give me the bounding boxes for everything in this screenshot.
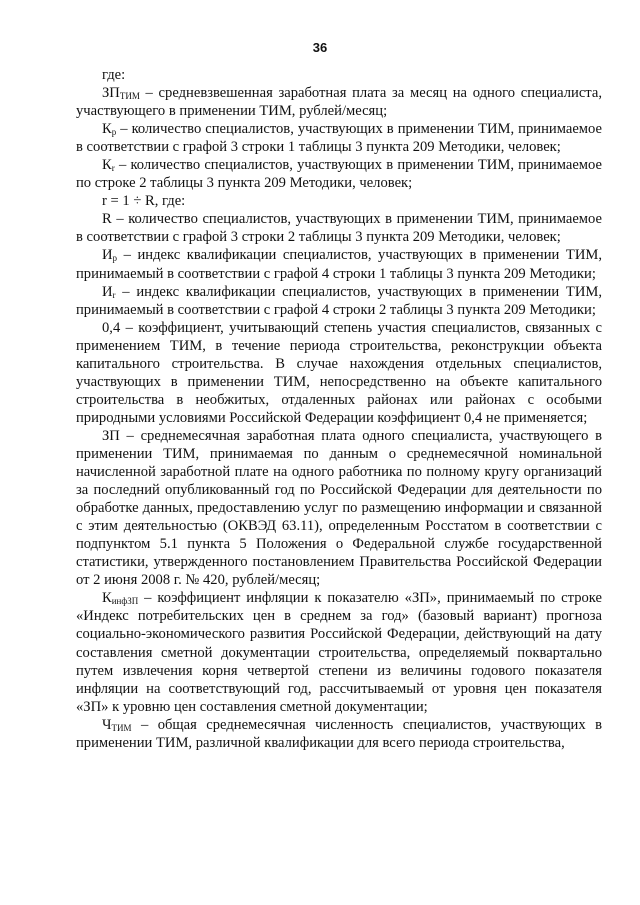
paragraph-kr: $К_r$ – количество специалистов, участвующих в применении ТИМ, принимаемое по строке 2 таблицы 3 пункта 209 Методики, человек;: [76, 157, 602, 192]
page-number: 36: [312, 40, 328, 55]
paragraph-zp: ЗП – среднемесячная заработная плата одного специалиста, участвующего в применении ТИМ, принимаемая по данным о среднемесячной номинальной начисленной заработной плате на одного работника по полному кругу организаций за последний опубликованный год по Российской Федерации для деятельности по обработке данных, предоставлению услуг по размещению информации и связанной с этим деятельностью (ОКВЭД 63.11), определенным Росстатом в соответствии с подпунктом 5.1 пункта 5 Положения о Федеральной службе государственной статистики, утвержденного постановлением Правительства Российской Федерации от 2 июня 2008 г. № 420, рублей/месяц;: [76, 427, 602, 589]
document-body: [76, 66, 602, 752]
symbol-ch: Ч: [102, 716, 112, 733]
paragraph-ip: $И_р$ – индекс квалификации специалистов, участвующих в применении ТИМ, принимаемый в соответствии с графой 4 строки 1 таблицы 3 пункта 209 Методики;: [76, 247, 602, 282]
symbol-subscript: r: [112, 289, 116, 300]
paragraph-k-inflation: $К_{инфЗП}$ – коэффициент инфляции к показателю «ЗП», принимаемый по строке «Индекс потребительских цен в среднем за год» (базовый вариант) прогноза социально-экономического развития Российской Федерации, действующий на дату составления сметной документации строительства, определяемый поквартально путем извлечения корня четвертой степени из величины годового показателя инфляции на соответствующий год, рассчитываемый от уровня цен показателя «ЗП» к уровню цен составления сметной документации;: [76, 590, 602, 715]
paragraph-r-count: R – количество специалистов, участвующих в применении ТИМ, принимаемое в соответствии с графой 3 строки 2 таблицы 3 пункта 209 Методики, человек;: [76, 211, 602, 246]
symbol-subscript: ТИМ: [119, 91, 140, 102]
symbol-zp: ЗП: [102, 85, 120, 102]
symbol-i: И: [102, 283, 113, 300]
paragraph-coefficient-04: 0,4 – коэффициент, учитывающий степень участия специалистов, связанных с применением ТИМ, в течение периода строительства, реконструкции объекта капитального строительства. В случае нахождения отдельных специалистов, участвующих в применении ТИМ, непосредственно на объекте капитального строительства в необжитых, отдаленных районах или районах с особыми природными условиями Российской Федерации коэффициент 0,4 не применяется;: [76, 319, 602, 426]
symbol-k: К: [102, 157, 112, 174]
symbol-subscript: инфЗП: [111, 596, 139, 607]
paragraph-ch-tim: $Ч_{ТИМ}$ – общая среднемесячная численность специалистов, участвующих в применении ТИМ, различной квалификации для всего периода строительства,: [76, 716, 602, 751]
paragraph-where: где:: [102, 67, 126, 83]
paragraph-ir: $И_r$ – индекс квалификации специалистов, участвующих в применении ТИМ, принимаемый в соответствии с графой 4 строки 2 таблицы 3 пункта 209 Методики;: [76, 283, 602, 318]
symbol-subscript: r: [111, 163, 115, 174]
paragraph-kp: $К_р$ – количество специалистов, участвующих в применении ТИМ, принимаемое в соответствии с графой 3 строки 1 таблицы 3 пункта 209 Методики, человек;: [76, 121, 602, 156]
symbol-i: И: [102, 247, 113, 264]
paragraph-r-range: r = 1 ÷ R, где:: [102, 193, 186, 210]
paragraph-zp-tim: $ЗП_{ТИМ}$ – средневзвешенная заработная плата за месяц на одного специалиста, участвующего в применении ТИМ, рублей/месяц;: [76, 85, 602, 120]
symbol-subscript: ТИМ: [111, 722, 132, 733]
symbol-k: К: [102, 590, 112, 607]
symbol-subscript: р: [112, 253, 118, 264]
symbol-subscript: р: [111, 127, 117, 138]
symbol-k: К: [102, 121, 112, 138]
